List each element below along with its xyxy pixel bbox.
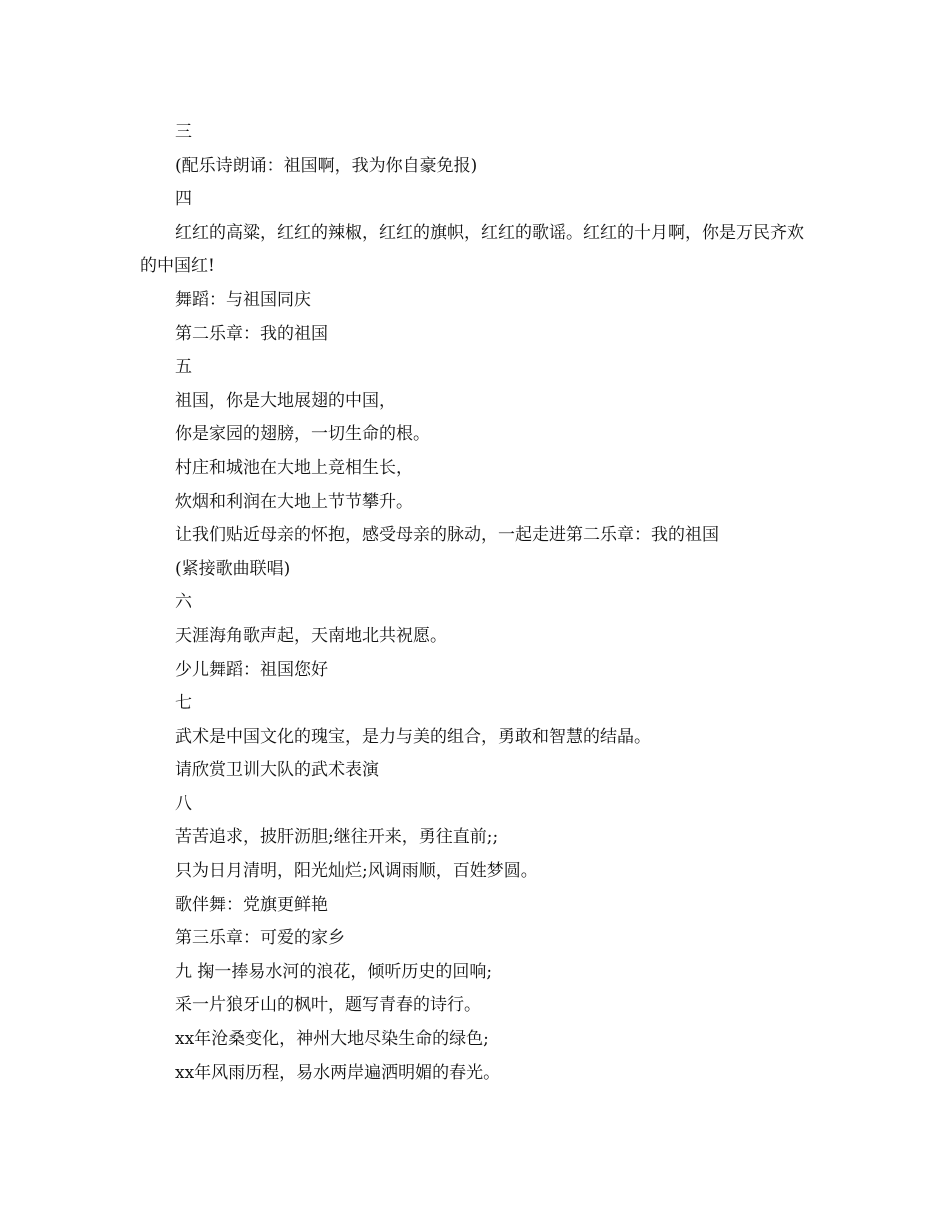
- paragraph: 苦苦追求，披肝沥胆;继往开来，勇往直前;;: [175, 827, 499, 848]
- paragraph: 舞蹈：与祖国同庆: [175, 289, 311, 310]
- paragraph: 歌伴舞：党旗更鲜艳: [175, 894, 328, 915]
- paragraph: 五: [175, 357, 192, 378]
- paragraph: xx年沧桑变化，神州大地尽染生命的绿色;: [175, 1029, 489, 1050]
- paragraph: 八: [175, 793, 192, 814]
- paragraph: 祖国，你是大地展翅的中国，: [175, 390, 396, 411]
- paragraph: 你是家园的翅膀，一切生命的根。: [175, 424, 430, 445]
- paragraph: 天涯海角歌声起，天南地北共祝愿。: [175, 625, 447, 646]
- paragraph: 第二乐章：我的祖国: [175, 323, 328, 344]
- paragraph: 九 掬一捧易水河的浪花，倾听历史的回响;: [175, 961, 493, 982]
- paragraph: 四: [175, 189, 192, 210]
- paragraph: 采一片狼牙山的枫叶，题写青春的诗行。: [175, 995, 481, 1016]
- paragraph: 红红的高粱，红红的辣椒，红红的旗帜，红红的歌谣。红红的十月啊，你是万民齐欢的中国红!: [140, 222, 804, 277]
- paragraph: 让我们贴近母亲的怀抱，感受母亲的脉动，一起走进第二乐章：我的祖国: [175, 525, 719, 546]
- paragraph: 第三乐章：可爱的家乡: [175, 928, 345, 949]
- document-body: [140, 116, 820, 1090]
- paragraph: 七: [175, 693, 192, 714]
- paragraph: 武术是中国文化的瑰宝，是力与美的组合，勇敢和智慧的结晶。: [175, 726, 651, 747]
- paragraph: 村庄和城池在大地上竞相生长，: [175, 457, 413, 478]
- paragraph: 六: [175, 592, 192, 613]
- paragraph: (紧接歌曲联唱): [175, 558, 291, 579]
- paragraph: (配乐诗朗诵：祖国啊，我为你自豪免报): [175, 155, 478, 176]
- paragraph: 只为日月清明，阳光灿烂;风调雨顺，百姓梦圆。: [175, 861, 538, 882]
- paragraph: xx年风雨历程，易水两岸遍洒明媚的春光。: [175, 1062, 501, 1083]
- paragraph: 少儿舞蹈：祖国您好: [175, 659, 328, 680]
- paragraph: 三: [175, 122, 192, 142]
- paragraph: 请欣赏卫训大队的武术表演: [175, 760, 379, 781]
- paragraph: 炊烟和利润在大地上节节攀升。: [175, 491, 413, 512]
